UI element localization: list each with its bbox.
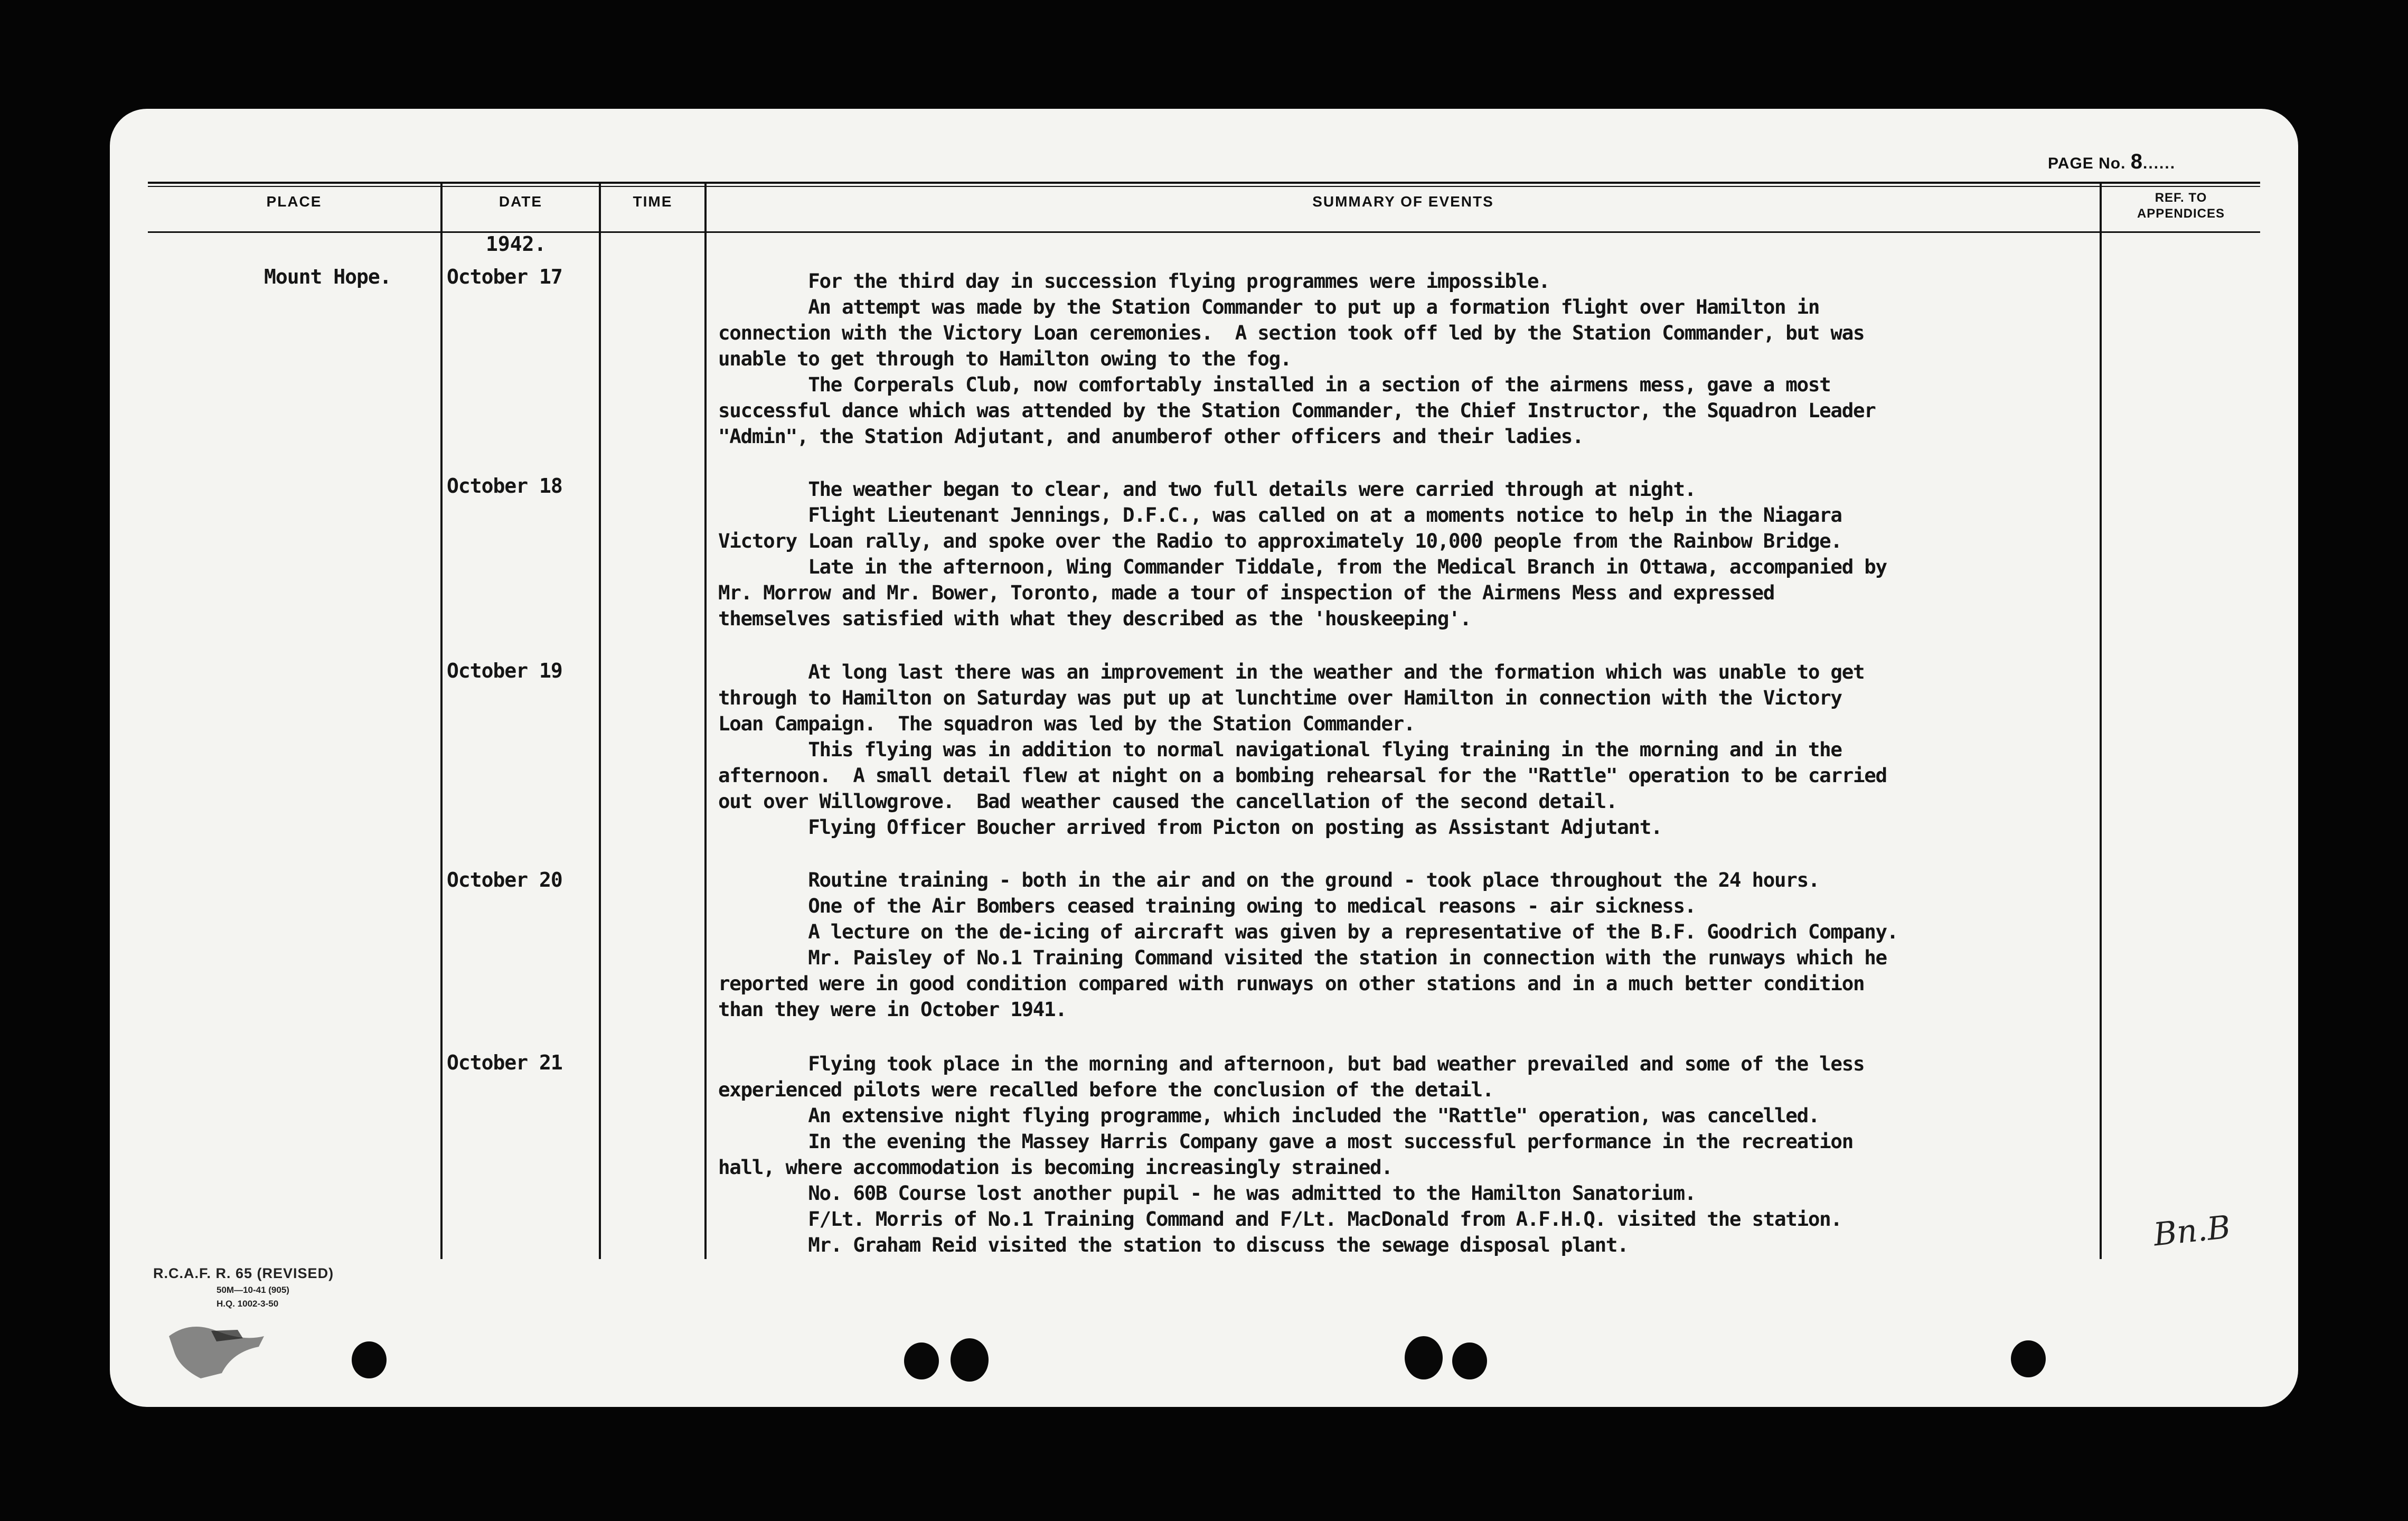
binder-hole-icon (904, 1342, 939, 1379)
entry-summary: Routine training - both in the air and on the ground - took place throughout the 24 hours. One of the Air Bombers ceased training owing to medical reasons - air sickness. A lecture on the de-icing of aircraft was given by a representative of the B.F. Goodrich Company. Mr. Paisley of No.1 Training Command visited the station in connection with the runways which he reported were in good condition compared with runways on other stations and in a much better condition than they were in October 1941. (718, 868, 1898, 1021)
entry-date: October 21 (447, 1051, 562, 1074)
header-date: DATE (498, 193, 543, 210)
header-summary: SUMMARY OF EVENTS (1312, 193, 1494, 210)
header-ref-line2: APPENDICES (2137, 206, 2225, 221)
form-identifier (153, 1265, 334, 1309)
binder-hole-icon (1405, 1336, 1443, 1379)
entry-summary: The weather began to clear, and two full details were carried through at night. Flight Lieutenant Jennings, D.F.C., was called on at a moments notice to help in the Niagara Victory Loan rally, and spoke over the Radio to approximately 10,000 people from the Rainbow Bridge. Late in the afternoon, Wing Commander Tiddale, from the Medical Branch in Ottawa, accompanied by Mr. Morrow and Mr. Bower, Toronto, made a tour of inspection of the Airmens Mess and expressed themselves satisfied with what they described as the 'houskeeping'. (718, 477, 1887, 630)
form-print-code: 50M—10-41 (905) (217, 1285, 289, 1295)
year: 1942. (486, 232, 547, 256)
handwritten-initials: Bn.B (2151, 1208, 2233, 1254)
header-time: TIME (633, 193, 673, 210)
binder-hole-icon (352, 1341, 387, 1378)
place: Mount Hope. (264, 265, 391, 288)
ink-smudge (158, 1315, 280, 1384)
page-number-dots: ...... (2143, 155, 2176, 172)
table-header-rule (148, 231, 2260, 233)
header-ref-appendices (2102, 190, 2260, 222)
entry-date: October 20 (447, 868, 562, 891)
form-number: R.C.A.F. R. 65 (REVISED) (153, 1265, 334, 1281)
entry-date: October 18 (447, 474, 562, 497)
entry-date: October 17 (447, 265, 562, 288)
table-top-rule-thin (148, 186, 2260, 187)
column-divider-time-summary (704, 182, 707, 1259)
entry-summary: For the third day in succession flying programmes were impossible. An attempt was made by the Station Commander to put up a formation flight over Hamilton in connection with the Victory Loan ceremonies. A section took off led by the Station Commander, but was unable to get through to Hamilton owing to the fog. The Corperals Club, now comfortably installed in a section of the airmens mess, gave a most successful dance which was attended by the Station Commander, the Chief Instructor, the Squadron Leader "Admin", the Station Adjutant, and anumberof other officers and their ladies. (718, 269, 1876, 448)
page-number-label: PAGE No. (2048, 155, 2126, 172)
page-number (2048, 150, 2176, 174)
column-divider-place-date (440, 182, 443, 1259)
entry-date: October 19 (447, 659, 562, 682)
page-number-value: 8 (2130, 150, 2143, 173)
entry-summary: Flying took place in the morning and afternoon, but bad weather prevailed and some of the less experienced pilots were recalled before the conclusion of the detail. An extensive night flying programme, which included the "Rattle" operation, was cancelled. In the evening the Massey Harris Company gave a most successful performance in the recreation hall, where accommodation is becoming increasingly strained. No. 60B Course lost another pupil - he was admitted to the Hamilton Sanatorium. F/Lt. Morris of No.1 Training Command and F/Lt. MacDonald from A.F.H.Q. visited the station. Mr. Graham Reid visited the station to discuss the sewage disposal plant. (718, 1052, 1865, 1256)
header-place: PLACE (266, 193, 322, 210)
binder-hole-icon (2011, 1340, 2046, 1377)
binder-hole-icon (951, 1338, 989, 1382)
header-ref-line1: REF. TO (2155, 191, 2207, 205)
table-top-rule (148, 182, 2260, 184)
entry-summary: At long last there was an improvement in the weather and the formation which was unable to get through to Hamilton on Saturday was put up at lunchtime over Hamilton in connection with the Victory Loan Campaign. The squadron was led by the Station Commander. This flying was in addition to normal navigational flying training in the morning and in the afternoon. A small detail flew at night on a bombing rehearsal for the "Rattle" operation to be carried out over Willowgrove. Bad weather caused the cancellation of the second detail. Flying Officer Boucher arrived from Picton on posting as Assistant Adjutant. (718, 660, 1887, 839)
binder-hole-icon (1452, 1342, 1487, 1379)
form-hq-code: H.Q. 1002-3-50 (217, 1299, 279, 1309)
column-divider-date-time (599, 182, 601, 1259)
